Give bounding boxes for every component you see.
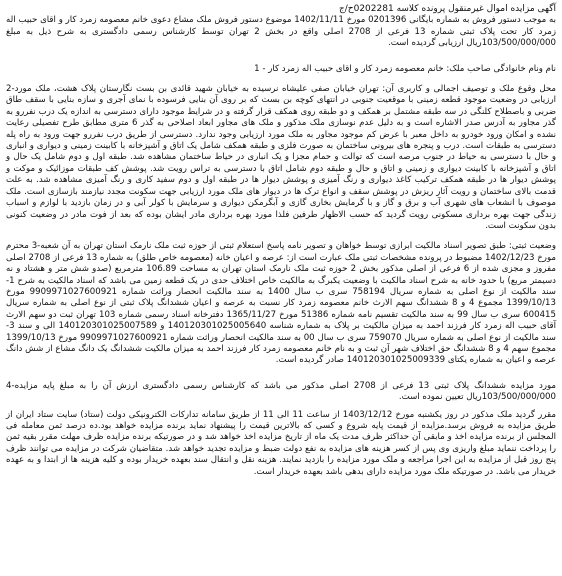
spacer	[6, 50, 556, 64]
auction-terms: مقرر گردید ملک مذکور در روز یکشنبه مورخ 1403/12/12 از ساعت 11 الی 11 از طریق سامانه تدارکات الکترونیکی دولت (ستاد) سایت ستاد ایران از طریق مزایده به فروش برسد.مزایده از قیمت پایه شروع و کسی که بالاترین قیمت را پیشنهاد نماید برنده مزایده خواهد بود.ده درصد ثمن معامله فی المجلس از برنده مزایده اخذ و مابقی آن حداکثر ظرف مدت یک ماه از تاریخ مزایده اخذ خواهد شد و در صورتیکه برنده مزایده ظرف مهلت مقرر بقیه ثمن را پرداخت ننماید مبلغ واریزی وی پس از کسر هزینه های مزایده به نفع دولت ضبط و مزایده تجدید خواهد شد. متقاضیان شرکت در مزایده می توانند ظرف پنج روز قبل از مزایده به این اجرا مراجعه و ملک مورد مزایده را بازدید نمایند. هزینه نقل و انتقال سند بعهده خریدار بوده و کلیه هزینه ها از ابتدا و به عهده خریدار می باشد. در صورتیکه ملک مورد مزایده دارای بدهی باشد بعهده خریدار است.	[6, 409, 556, 477]
auction-base-price: مورد مزایده ششدانگ پلاک ثبتی 13 فرعی از 2708 اصلی مذکور می باشد که کارشناس رسمی دادگستری ارزش آن را به مبلغ پایه مزایده-4 103/500/000/000ریال تعیین نموده است.	[6, 380, 557, 403]
spacer	[6, 232, 556, 241]
spacer	[6, 75, 556, 84]
property-description: محل وقوع ملک و توصیف اجمالی و کاربری آن: تهران خیابان صفی علیشاه نرسیده به خیابان شهید قائدی بن بست نگارستان پلاک هشت، ملک مورد-2 ارزیابی در وضعیت موجود قطعه زمینی با موقعیت جنوبی در انتهای کوچه بن بست که بر روی آن بنایی فرسوده با نمای آجری و سازه بنایی با سقف طاق ضربی و باصطلاح کلنگی در سه طبقه مشتمل بر همکف و دو طبقه روی همکف قرار گرفته و در شرایط موجود دارای دسترسی به اندازه یک درب نفررو به گذر مجاور به آدرس صدر الاشاره است و به دلیل عدم نوسازی ملک مذکور و ملک های مجاور ابعاد اصلاحی به گذر 6 متری مطابق طرح تفصیلی رعایت نشده و امکان ورود خودرو به داخل معبر با عرض کم موجود مجاور به ملک مورد ارزیابی وجود ندارد. دسترسی از طریق درب نفررو جهت ورود به راه پله دسترسی به طبقات است. درب و پنجره های بیرونی ساختمان به صورت فلزی و طبقه همکف شامل یک اتاق و آشپزخانه با کابینت زمینی و دیواری و انباری و حال با دسترسی به حیاط در جنوب مرصه است که توالت و حمام مجزا و یک انباری در حیاط ساختمان مشاهده شد. طبقه اول و دوم شامل یک حال و اتاق و آشپزخانه با کابینت دیواری و زمینی و اتاق و حال و طبقه دوم شامل اتاق با دسترسی به تراس رویت شد. پوشش کف طبقات موزائیک و موکت و پوشش دیوار ها در طبقه همکف ترکیب کاغذ دیواری و رنگ آمیزی و پوشش دیوار ها در طبقه اول و دوم سفید کاری و رنگ آمیزی مشاهده شد. به علت قدمت بالای ساختمان و رویت آثار ریزش در پوشش سقف و انواع ترک ها در دیوار های ملک مورد ارزیابی جهت سکونت مجدد نیازمند بازسازی است. ملک موصوف با انشعاب های شهری آب و برق و گاز و با گرمایش بخاری گازی و آبگرمکن دیواری و سرمایش با کولر آبی و در زمان بازدید با لوازم و اسباب زندگی جهت بهره برداری مسکونی رویت گردید که حسب الاظهار طرفین فلذا مورد بهره برداری مادر ایشان بوده که بعد از فوت مادر در وضعیت کنونی بدون سکونت است.	[6, 84, 556, 231]
notice-intro: به موجب دستور فروش به شماره بایگانی 0201396 مورخ 1402/11/11 موضوع دستور فروش ملک مشاع دعوی خانم معصومه زمرد کار و اقای حبیب اله زمرد کار تحت پلاک ثبتی شماره 13 فرعی از 2708 اصلی واقع در بخش 2 تهران توسط کارشناس رسمی دادگستری به شرح ذیل به مبلغ 103/500/000/000ریال ارزیابی گردیده است.	[6, 15, 556, 49]
spacer	[6, 367, 556, 381]
registration-status: وضعیت ثبتی: طبق تصویر اسناد مالکیت ابرازی توسط خواهان و تصویر نامه پاسخ استعلام ثبتی از حوزه ثبت ملک نارمک استان تهران به آن شعبه-3 محترم مورخ 1402/12/23 مضبوط در پرونده مشخصات ثبتی ملک عبارت است از: عرصه و اعیان خانه (معصومه خاص طلق) به شماره 13 فرعی از 2708 اصلی مفروز و مجزی شده از 6 فرعی از اصلی مذکور بخش 2 حوزه ثبت ملک نارمک استان تهران به مساحت 106.89 مترمربع (صدو شش متر و هشتاد و نه دسیمتر مربع) با حدود خانه به شرح اسناد مالکیت با وضعیت یکبرگ به مالکیت خاص اختلاف حدی در یک قطعه زمین می باشد که اسناد مالکیت به شرح 1-سند مالکیت از نوع اصلی به شماره سریال 758194 سری ب سال 1400 به سند مالکیت انحصار وراثت شماره 9909971027600921 مورخ 1399/10/13 مجموع 4 و 8 ششدانگ سهم الارث خانم معصومه زمرد کار نسبت به عرصه و اعیان ششدانگ پلاک ثبتی از نوع اصلی به شماره سریال 600415 سری ب سال 99 به سند مالکیت تقسیم نامه شماره 51386 مورخ 1365/11/27 دفترخانه اسناد رسمی شماره 103 تهران ثبت دو سهم الارث آقای حبیب اله زمرد کار فرزند احمد به میزان مالکیت بر پلاک به شماره شناسه 140120301025005640 و 140120301025007589 الی و سند 3-سند مالکیت از نوع اصلی به شماره سریال 759070 سری ب سال 00 به سند مالکیت انحصار وراثت شماره 9909971027600921 مورخ 1399/10/13 مجموع سهم 4 و 8 ششدانگ حق اختلاف شهر آن ثبت و به نام خانم معصومه زمرد کار فرزند احمد به میزان مالکیت ششدانگ یک دانگ مشاع از شش دانگ عرصه و اعیان به شماره یکتای 140120301025009339 صادر گردیده است.	[6, 241, 557, 366]
owners-line: نام ونام خانوادگی صاحب ملک: خانم معصومه زمرد کار و اقای حبیب اله زمرد کار - 1	[254, 63, 556, 74]
notice-title: آگهی مزایده اموال غیرمنقول پرونده کلاسه 0202281ح/ج	[338, 4, 556, 14]
